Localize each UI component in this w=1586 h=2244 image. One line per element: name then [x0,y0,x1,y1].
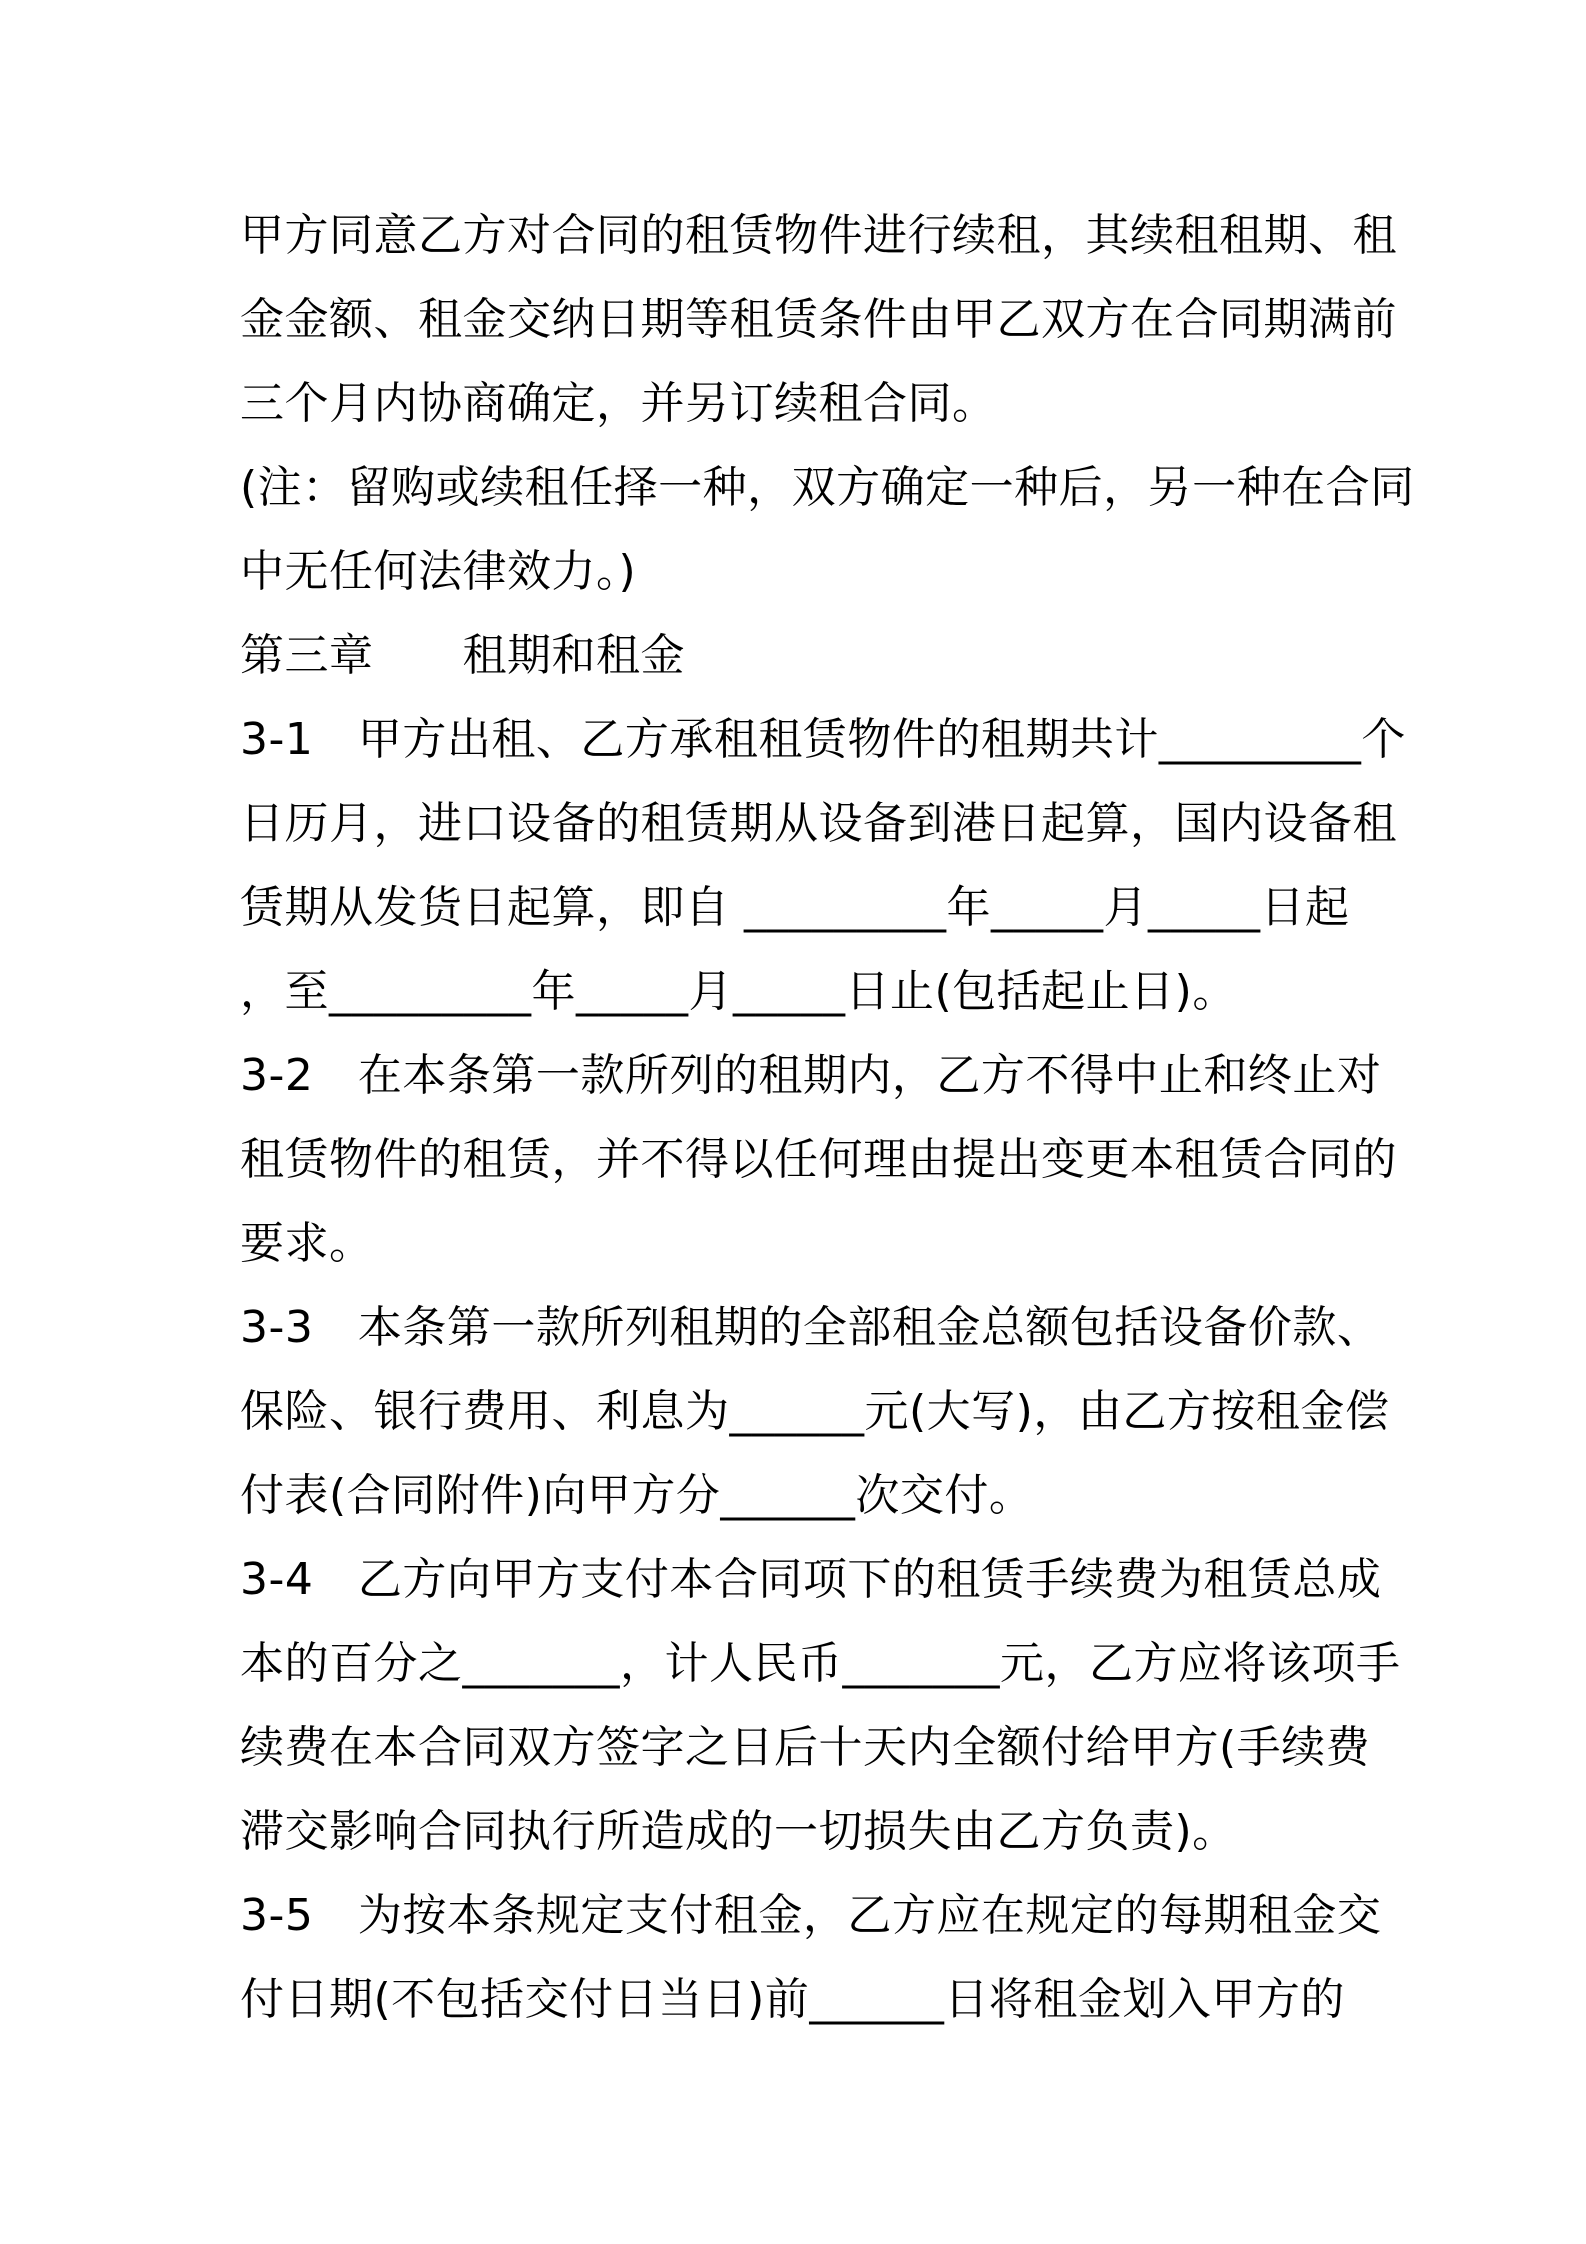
contract-text [240,194,1415,2042]
clause-3-5-line: 3-5 为按本条规定支付租金，乙方应在规定的每期租金交 [240,1890,1382,1941]
clause-3-4-line: 滞交影响合同执行所造成的一切损失由乙方负责)。 [240,1806,1237,1857]
text-line: 金金额、租金交纳日期等租赁条件由甲乙双方在合同期满前 [240,294,1397,345]
clause-3-4-line: 3-4 乙方向甲方支付本合同项下的租赁手续费为租赁总成 [240,1554,1382,1605]
clause-3-1-line: 赁期从发货日起算，即自 _________年_____月_____日起 [240,882,1350,933]
clause-3-2-line: 要求。 [240,1218,374,1269]
text-line: 甲方同意乙方对合同的租赁物件进行续租，其续租租期、租 [240,210,1397,261]
text-line: 三个月内协商确定，并另订续租合同。 [240,378,997,429]
clause-3-3-line: 3-3 本条第一款所列租期的全部租金总额包括设备价款、 [240,1302,1382,1353]
clause-3-2-line: 3-2 在本条第一款所列的租期内，乙方不得中止和终止对 [240,1050,1382,1101]
clause-3-3-line: 保险、银行费用、利息为______元(大写)，由乙方按租金偿 [240,1386,1390,1437]
clause-3-1-line: ，至_________年_____月_____日止(包括起止日)。 [240,966,1237,1017]
clause-3-4-line: 本的百分之_______，计人民币_______元，乙方应将该项手 [240,1638,1401,1689]
clause-3-1-line: 3-1 甲方出租、乙方承租租赁物件的租期共计_________个 [240,714,1406,765]
clause-3-4-line: 续费在本合同双方签字之日后十天内全额付给甲方(手续费 [240,1722,1371,1773]
note-line: 中无任何法律效力。) [240,546,637,597]
clause-3-1-line: 日历月，进口设备的租赁期从设备到港日起算，国内设备租 [240,798,1397,849]
clause-3-2-line: 租赁物件的租赁，并不得以任何理由提出变更本租赁合同的 [240,1134,1397,1185]
clause-3-3-line: 付表(合同附件)向甲方分______次交付。 [240,1470,1034,1521]
chapter-heading: 第三章 租期和租金 [240,630,685,681]
clause-3-5-line: 付日期(不包括交付日当日)前______日将租金划入甲方的 [240,1974,1345,2025]
note-line: (注：留购或续租任择一种，双方确定一种后，另一种在合同 [240,462,1415,513]
